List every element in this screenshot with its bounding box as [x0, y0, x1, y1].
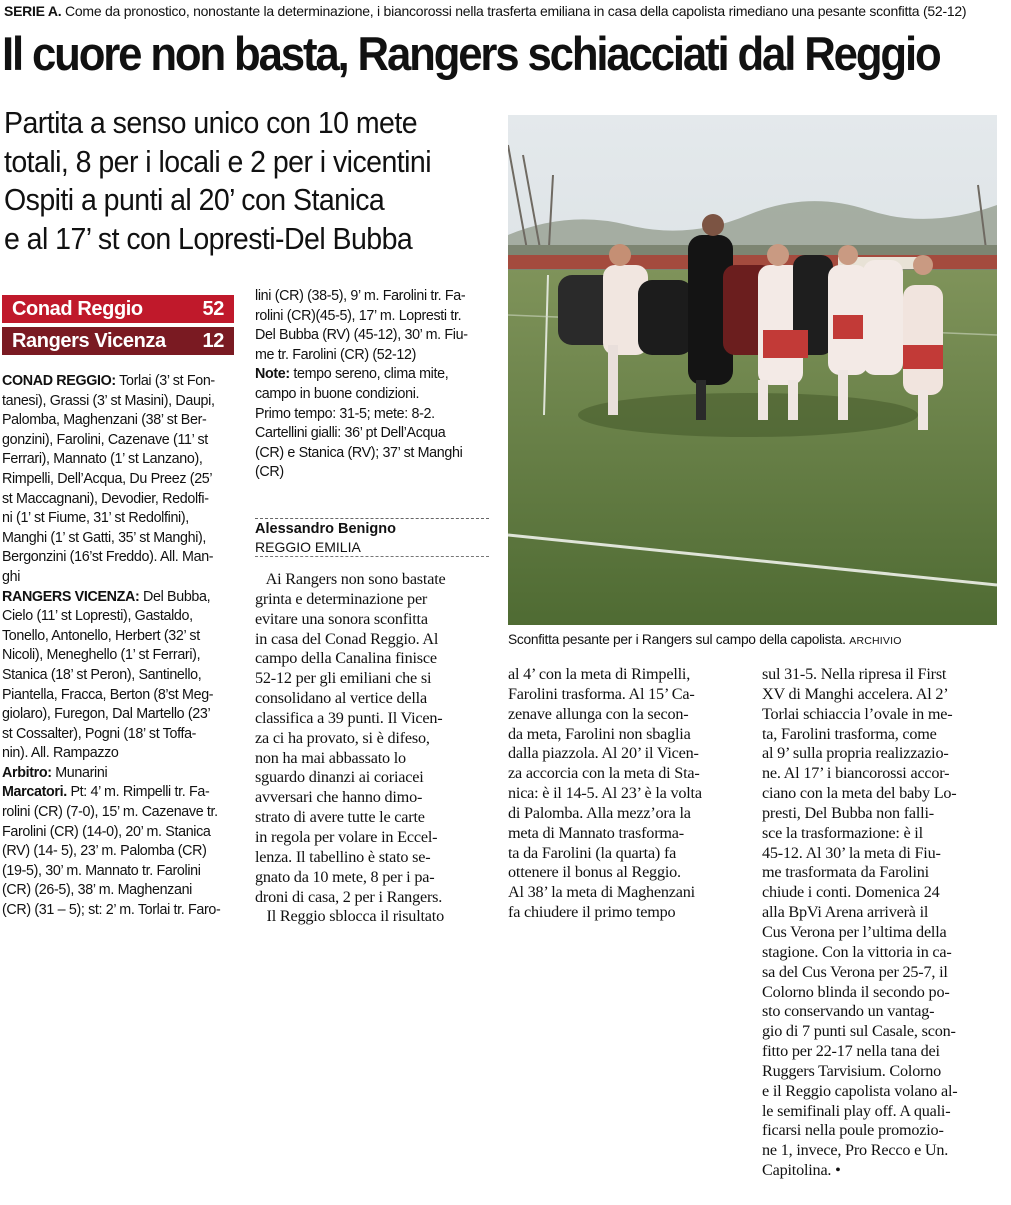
article-line: Farolini trasforma. Al 15’ Ca- — [508, 684, 695, 703]
stats-text: Tonello, Antonello, Herbert (32’ st — [2, 627, 200, 644]
stats-text: Del Bubba, — [139, 588, 211, 605]
stats-line — [255, 365, 489, 385]
subhead-line: totali, 8 per i locali e 2 per i vicentini — [4, 143, 432, 179]
article-line: Al 38’ la meta di Maghenzani — [508, 883, 695, 902]
article-line: chiude i conti. Domenica 24 — [762, 883, 940, 902]
article-line: lenza. Il tabellino è stato se- — [255, 847, 431, 866]
stats-line — [255, 424, 489, 444]
article-line: Ai Rangers non sono bastate — [255, 570, 446, 588]
article-line: gio di 7 punti sul Casale, scon- — [762, 1022, 956, 1041]
section-label: SERIE A. — [4, 3, 62, 19]
stats-line — [2, 450, 236, 470]
stats-line — [2, 509, 236, 529]
stats-text: rolini (CR)(45-5), 17’ m. Lopresti tr. — [255, 307, 462, 324]
article-line: za ci ha provato, si è difeso, — [255, 728, 430, 747]
stats-text: ni (1’ st Fiume, 31’ st Redolfini), — [2, 510, 189, 527]
kicker — [4, 2, 1007, 20]
article-line: fitto per 22-17 nella tana dei — [762, 1042, 940, 1061]
stats-label: RANGERS VICENZA: — [2, 588, 140, 605]
headline: Il cuore non basta, Rangers schiacciati dal Reggio — [2, 27, 940, 80]
article-line: nica: è il 14-5. Al 23’ è la volta — [508, 784, 702, 803]
stats-text: Primo tempo: 31-5; mete: 8-2. — [255, 405, 435, 422]
stats-line — [2, 548, 236, 568]
stats-line — [255, 326, 489, 346]
stats-text: Nicoli), Meneghello (1’ st Ferrari), — [2, 647, 201, 664]
article-line: sa del Cus Verona per 25-7, il — [762, 962, 948, 981]
article-line: sce la trasformazione: è il — [762, 823, 923, 842]
article-line: le semifinali play off. A quali- — [762, 1101, 951, 1120]
stats-text: Cielo (11’ st Lopresti), Gastaldo, — [2, 608, 193, 625]
article-line: zenave allunga con la secon- — [508, 704, 689, 723]
stats-text: (RV) (14- 5), 23’ m. Palomba (CR) — [2, 843, 207, 860]
stats-label: CONAD REGGIO: — [2, 373, 116, 389]
stats-text: gonzini), Farolini, Cazenave (11’ st — [2, 431, 208, 448]
stats-line — [2, 431, 236, 451]
article-line: Capitolina. • — [762, 1161, 841, 1180]
article-line: droni di casa, 2 per i Rangers. — [255, 887, 443, 906]
stats-line — [2, 705, 236, 725]
stats-text: giolaro), Furegon, Dal Martello (23’ — [2, 706, 211, 723]
subhead-line: Ospiti a punti al 20’ con Stanica — [4, 182, 385, 217]
article-body-column-2 — [508, 665, 744, 923]
stats-text: (CR) (26-5), 38’ m. Maghenzani — [2, 882, 192, 899]
stats-text: Bergonzini (16’st Freddo). All. Man- — [2, 549, 214, 566]
article-line: ottenere il bonus al Reggio. — [508, 863, 681, 882]
article-line: ne. Al 17’ i biancorossi accor- — [762, 764, 950, 783]
article-line: ta da Farolini (la quarta) fa — [508, 843, 677, 862]
article-line: da meta, Farolini non sbaglia — [508, 724, 691, 743]
stats-line — [2, 470, 236, 490]
stats-text: st Cossalter), Pogni (18’ st Toffa- — [2, 725, 197, 742]
team-name: Rangers Vicenza — [12, 330, 166, 352]
photo-caption — [508, 631, 1008, 650]
article-line: sul 31-5. Nella ripresa il First — [762, 665, 947, 683]
article-line: presti, Del Bubba non falli- — [762, 803, 934, 822]
article-line: di Palomba. Alla mezz’ora la — [508, 803, 691, 822]
article-line: al 4’ con la meta di Rimpelli, — [508, 665, 691, 683]
stats-line — [2, 725, 236, 745]
article-line: sguardo dinanzi ai coriacei — [255, 768, 424, 787]
stats-label: Note: — [255, 366, 290, 383]
stats-text: Manghi (1’ st Gatti, 35’ st Manghi), — [2, 529, 207, 546]
article-line: e il Reggio capolista volano al- — [762, 1081, 958, 1100]
team-score: 52 — [202, 298, 224, 320]
stats-text: tempo sereno, clima mite, — [289, 366, 449, 383]
stats-text: Stanica (18’ st Peron), Santinello, — [2, 666, 202, 683]
stats-line — [2, 607, 236, 627]
article-line: 45-12. Al 30’ la meta di Fiu- — [762, 843, 941, 862]
photo-credit: ARCHIVIO — [849, 635, 902, 647]
stats-line — [2, 372, 236, 392]
stats-line — [2, 666, 236, 686]
article-line: grinta e determinazione per — [255, 589, 428, 608]
article-line: classifica a 39 punti. Il Vicen- — [255, 708, 443, 727]
article-line: za accorcia con la meta di Sta- — [508, 764, 700, 783]
article-line: Cus Verona per l’ultima della — [762, 922, 947, 941]
article-line: in regola per volare in Eccel- — [255, 827, 438, 846]
stats-label: Marcatori. — [2, 784, 67, 801]
stats-line — [255, 405, 489, 425]
article-line: XV di Manghi accelera. Al 2’ — [762, 684, 949, 703]
match-stats-column-2 — [255, 287, 489, 483]
article-body-column-1 — [255, 570, 489, 927]
article-line: ciano con la meta del baby Lo- — [762, 784, 957, 803]
article-line: al 9’ sulla propria realizzazio- — [762, 744, 949, 763]
article-line: Ruggers Tarvisium. Colorno — [762, 1061, 942, 1080]
team-score: 12 — [202, 330, 224, 352]
team-name: Conad Reggio — [12, 298, 143, 320]
stats-line — [2, 803, 236, 823]
article-line: Colorno blinda il secondo po- — [762, 982, 950, 1001]
stats-text: (CR) e Stanica (RV); 37’ st Manghi — [255, 444, 463, 461]
dateline-city: REGGIO EMILIA — [255, 539, 361, 555]
score-row-away — [2, 327, 234, 355]
subhead-line: e al 17’ st con Lopresti-Del Bubba — [4, 220, 413, 256]
caption-text: Sconfitta pesante per i Rangers sul campo della capolista. — [508, 632, 846, 647]
article-line: gnato da 10 mete, 8 per i pa- — [255, 867, 435, 886]
rugby-scrum-image — [508, 115, 997, 625]
article-line: me trasformata da Farolini — [762, 863, 929, 882]
stats-line — [2, 783, 236, 803]
article-line: consolidano al vertice della — [255, 689, 427, 708]
stats-text: lini (CR) (38-5), 9’ m. Farolini tr. Fa- — [255, 288, 466, 304]
article-line: ne 1, invece, Pro Recco e Un. — [762, 1141, 949, 1160]
stats-label: Arbitro: — [2, 764, 52, 781]
stats-line — [2, 529, 236, 549]
stats-text: Del Bubba (RV) (45-12), 30’ m. Fiu- — [255, 327, 468, 344]
stats-line — [255, 463, 489, 483]
article-line: campo della Canalina finisce — [255, 649, 437, 668]
stats-line — [2, 686, 236, 706]
article-line: non ha mai abbassato lo — [255, 748, 406, 767]
byline — [255, 518, 489, 556]
article-body-column-3 — [762, 665, 998, 1181]
stats-line — [2, 392, 236, 412]
kicker-text: Come da pronostico, nonostante la determinazione, i biancorossi nella trasferta emiliana in casa della capolista rimediano una pesante sconfitta (52-12) — [65, 3, 967, 19]
stats-line — [2, 823, 236, 843]
stats-text: Pt: 4’ m. Rimpelli tr. Fa- — [66, 784, 210, 801]
article-line: in casa del Conad Reggio. Al — [255, 629, 439, 648]
author-name: Alessandro Benigno — [255, 521, 396, 537]
stats-line — [2, 490, 236, 510]
stats-text: campo in buone condizioni. — [255, 385, 420, 402]
stats-line — [2, 411, 236, 431]
article-line: Il Reggio sblocca il risultato — [255, 907, 444, 926]
stats-line — [2, 627, 236, 647]
article-line: avversari che hanno dimo- — [255, 788, 423, 807]
stats-line — [255, 385, 489, 405]
stats-text: (CR) (31 – 5); st: 2’ m. Torlai tr. Faro- — [2, 902, 221, 919]
article-line: fa chiudere il primo tempo — [508, 903, 676, 922]
stats-line — [2, 744, 236, 764]
article-line: ta, Farolini trasforma, come — [762, 724, 937, 743]
article-line: dalla piazzola. Al 20’ il Vicen- — [508, 744, 699, 763]
stats-text: Cartellini gialli: 36’ pt Dell’Acqua — [255, 425, 446, 442]
stats-line — [2, 862, 236, 882]
stats-text: Munarini — [51, 764, 108, 781]
stats-text: (19-5), 30’ m. Mannato tr. Farolini — [2, 862, 201, 879]
stats-line — [255, 287, 489, 307]
stats-line — [2, 764, 236, 784]
stats-line — [2, 646, 236, 666]
article-line: strato di avere tutte le carte — [255, 808, 425, 827]
stats-text: st Maccagnani), Devodier, Redolfi- — [2, 490, 209, 507]
article-line: stagione. Con la vittoria in ca- — [762, 942, 952, 961]
stats-line — [255, 307, 489, 327]
article-line: sto conservando un vantag- — [762, 1002, 935, 1021]
stats-text: me tr. Farolini (CR) (52-12) — [255, 346, 417, 363]
article-line: Torlai schiaccia l’ovale in me- — [762, 704, 953, 723]
article-line: ficarsi nella poule promozio- — [762, 1121, 944, 1140]
stats-line — [2, 568, 236, 588]
rugby-match-photo — [508, 115, 997, 625]
stats-text: (CR) — [255, 464, 284, 481]
stats-text: rolini (CR) (7-0), 15’ m. Cazenave tr. — [2, 804, 218, 821]
article-line: alla BpVi Arena arriverà il — [762, 903, 929, 922]
score-row-home — [2, 295, 234, 323]
article-line: meta di Mannato trasforma- — [508, 823, 684, 842]
stats-line — [255, 346, 489, 366]
stats-line — [2, 881, 236, 901]
stats-line — [2, 901, 236, 921]
article-line: 52-12 per gli emiliani che si — [255, 669, 432, 688]
stats-line — [2, 588, 236, 608]
stats-text: Torlai (3’ st Fon- — [115, 373, 215, 389]
byline-divider — [255, 556, 489, 557]
stats-text: ghi — [2, 568, 21, 585]
stats-text: Palomba, Maghenzani (38’ st Ber- — [2, 412, 207, 429]
stats-text: Piantella, Fracca, Berton (8’st Meg- — [2, 686, 214, 703]
stats-text: nin). All. Rampazzo — [2, 745, 119, 762]
stats-line — [255, 444, 489, 464]
stats-text: Rimpelli, Dell’Acqua, Du Preez (25’ — [2, 470, 213, 487]
match-stats-column-1 — [2, 372, 236, 921]
stats-text: tanesi), Grassi (3’ st Masini), Daupi, — [2, 392, 215, 409]
subheadline — [4, 104, 504, 258]
stats-text: Farolini (CR) (14-0), 20’ m. Stanica — [2, 823, 211, 840]
stats-text: Ferrari), Mannato (1’ st Lanzano), — [2, 451, 203, 468]
article-line: evitare una sonora sconfitta — [255, 609, 428, 628]
subhead-line: Partita a senso unico con 10 mete — [4, 105, 418, 140]
stats-line — [2, 842, 236, 862]
